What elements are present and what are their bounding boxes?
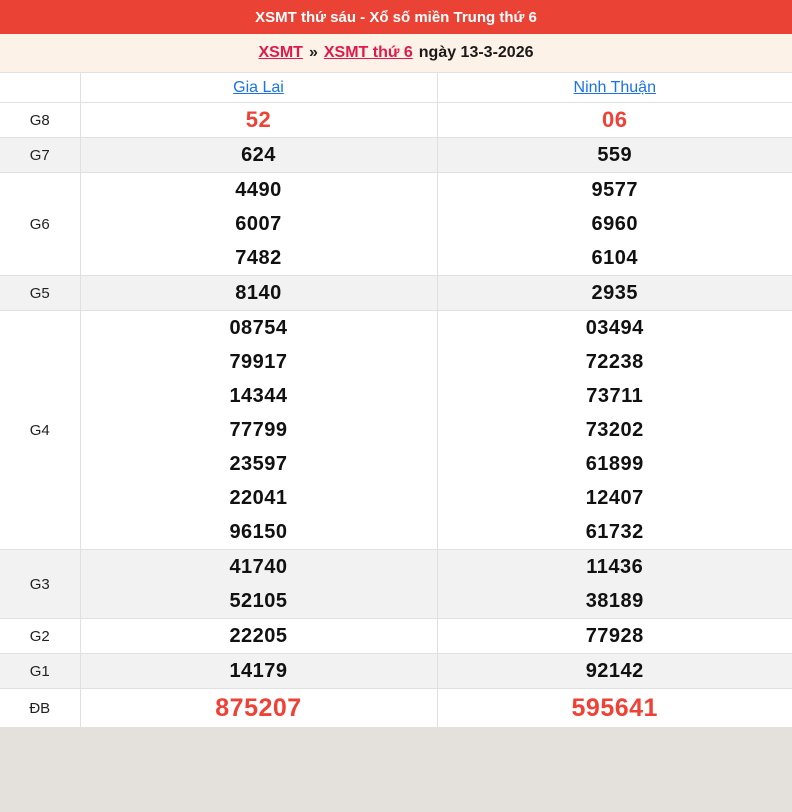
prize-row — [0, 311, 792, 550]
prize-value: 6007 — [235, 213, 282, 235]
prize-row — [0, 276, 792, 311]
prize-values-cell — [80, 654, 437, 689]
prize-values-cell — [80, 103, 437, 138]
prize-values-cell — [437, 138, 792, 173]
prize-value: 22205 — [229, 625, 288, 647]
prize-value: 11436 — [586, 556, 644, 578]
prize-value: 61732 — [585, 521, 644, 543]
prize-row — [0, 138, 792, 173]
prize-value: 9577 — [591, 179, 638, 201]
prize-value: 03494 — [585, 317, 644, 339]
breadcrumb-date: ngày 13-3-2026 — [418, 44, 534, 61]
prize-label: G3 — [0, 550, 80, 619]
prize-values-cell — [80, 619, 437, 654]
breadcrumb-separator-icon: » — [308, 44, 318, 61]
prize-row — [0, 103, 792, 138]
results-body — [0, 103, 792, 728]
breadcrumb-link-xsmt-thu-6[interactable]: XSMT thứ 6 — [323, 44, 413, 61]
prize-label: G5 — [0, 276, 80, 311]
prize-value: 73202 — [585, 419, 644, 441]
prize-value: 79917 — [229, 351, 288, 373]
prize-value: 52 — [245, 107, 272, 132]
prize-values-cell — [437, 173, 792, 276]
prize-value: 624 — [241, 144, 276, 166]
prize-value: 12407 — [585, 487, 644, 509]
page-title: XSMT thứ sáu - Xổ số miền Trung thứ 6 — [255, 8, 537, 26]
prize-value: 77799 — [229, 419, 288, 441]
prize-value: 23597 — [229, 453, 288, 475]
prize-value: 595641 — [571, 694, 658, 722]
prize-values-cell — [80, 138, 437, 173]
prize-values-cell — [80, 311, 437, 550]
breadcrumb — [0, 34, 792, 72]
title-banner — [0, 0, 792, 34]
prize-values-cell — [80, 173, 437, 276]
prize-value: 72238 — [585, 351, 644, 373]
prize-row — [0, 689, 792, 728]
prize-row — [0, 550, 792, 619]
prize-value: 73711 — [586, 385, 644, 407]
prize-label: G7 — [0, 138, 80, 173]
prize-values-cell — [437, 550, 792, 619]
results-table — [0, 72, 792, 727]
prize-label: G8 — [0, 103, 80, 138]
prize-value: 22041 — [229, 487, 288, 509]
prize-value: 2935 — [591, 282, 638, 304]
corner-cell — [0, 73, 80, 103]
prize-value: 14344 — [229, 385, 288, 407]
province-link-ninh-thuan[interactable]: Ninh Thuận — [573, 78, 656, 96]
prize-label: G6 — [0, 173, 80, 276]
prize-value: 92142 — [585, 660, 644, 682]
prize-value: 38189 — [585, 590, 644, 612]
prize-value: 41740 — [229, 556, 288, 578]
prize-value: 7482 — [235, 247, 282, 269]
prize-value: 61899 — [585, 453, 644, 475]
prize-values-cell — [80, 689, 437, 728]
prize-value: 6960 — [591, 213, 638, 235]
prize-value: 77928 — [585, 625, 644, 647]
header-row — [0, 73, 792, 103]
column-header-gia-lai — [80, 73, 437, 103]
prize-label: G4 — [0, 311, 80, 550]
prize-value: 08754 — [229, 317, 288, 339]
prize-values-cell — [437, 619, 792, 654]
prize-label: G1 — [0, 654, 80, 689]
bottom-strip — [0, 727, 792, 733]
prize-values-cell — [437, 276, 792, 311]
prize-value: 4490 — [235, 179, 282, 201]
prize-label: G2 — [0, 619, 80, 654]
prize-value: 14179 — [229, 660, 288, 682]
prize-row — [0, 173, 792, 276]
prize-label: ĐB — [0, 689, 80, 728]
prize-value: 875207 — [215, 694, 302, 722]
prize-values-cell — [437, 689, 792, 728]
prize-row — [0, 654, 792, 689]
prize-values-cell — [80, 550, 437, 619]
prize-row — [0, 619, 792, 654]
breadcrumb-link-xsmt[interactable]: XSMT — [258, 44, 303, 61]
prize-value: 52105 — [229, 590, 288, 612]
prize-value: 6104 — [591, 247, 638, 269]
prize-value: 8140 — [235, 282, 282, 304]
column-header-ninh-thuan — [437, 73, 792, 103]
prize-value: 06 — [602, 107, 628, 132]
prize-value: 559 — [597, 144, 633, 166]
prize-values-cell — [80, 276, 437, 311]
prize-values-cell — [437, 311, 792, 550]
prize-values-cell — [437, 103, 792, 138]
prize-values-cell — [437, 654, 792, 689]
prize-value: 96150 — [229, 521, 288, 543]
province-link-gia-lai[interactable]: Gia Lai — [233, 78, 284, 96]
